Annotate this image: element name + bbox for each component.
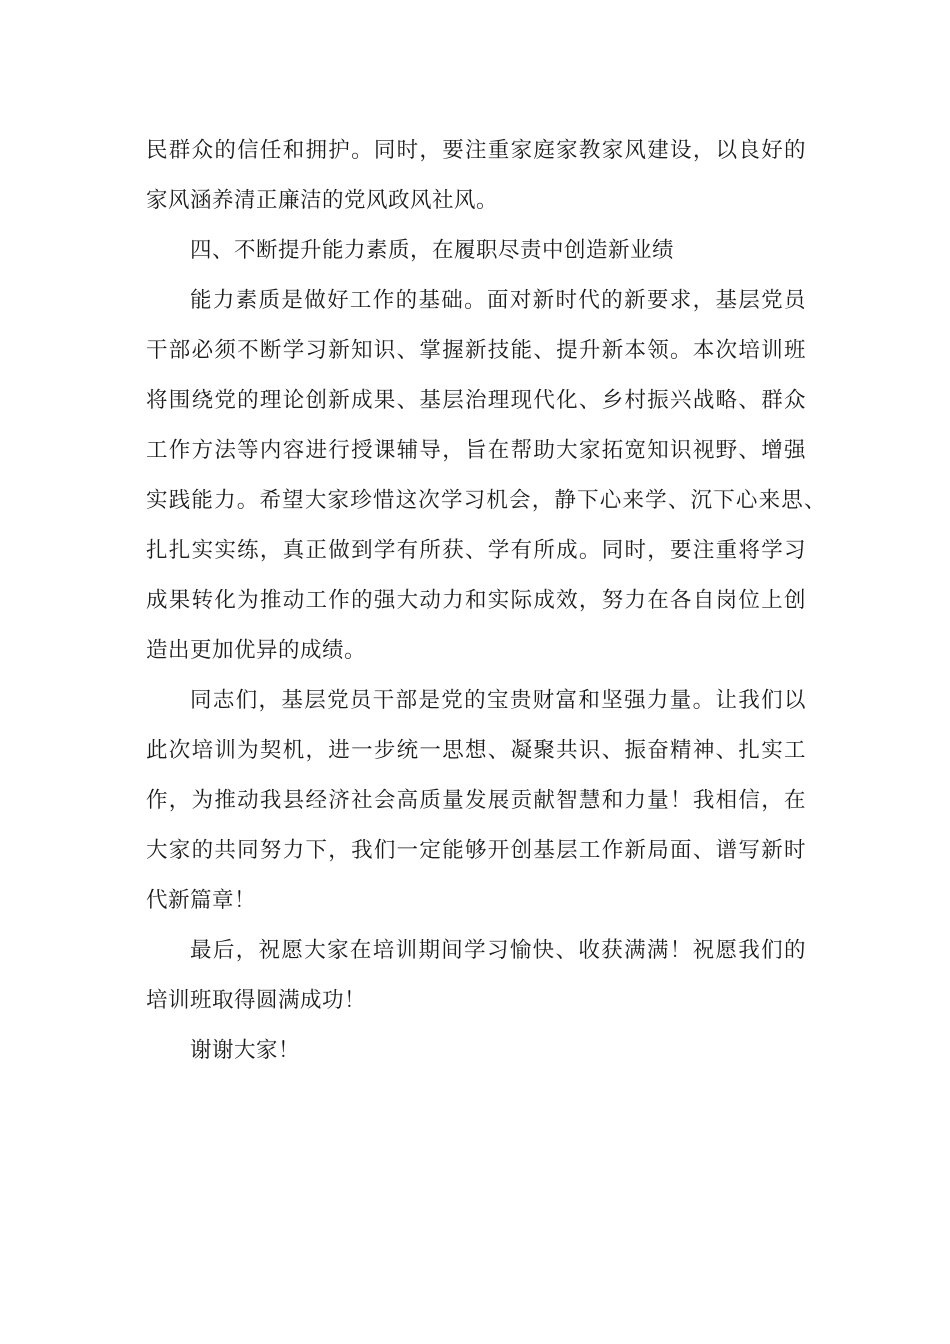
text-line: 同志们，基层党员干部是党的宝贵财富和坚强力量。让我们以 bbox=[190, 688, 806, 713]
text-line: 作，为推动我县经济社会高质量发展贡献智慧和力量！我相信，在 bbox=[146, 788, 806, 813]
text-line: 成果转化为推动工作的强大动力和实际成效，努力在各自岗位上创 bbox=[146, 588, 806, 613]
text-line: 此次培训为契机，进一步统一思想、凝聚共识、振奋精神、扎实工 bbox=[146, 738, 806, 763]
text-line: 能力素质是做好工作的基础。面对新时代的新要求，基层党员 bbox=[190, 288, 806, 313]
text-line: 干部必须不断学习新知识、掌握新技能、提升新本领。本次培训班 bbox=[146, 338, 806, 363]
text-line: 民群众的信任和拥护。同时，要注重家庭家教家风建设，以良好的 bbox=[146, 138, 806, 163]
text-line: 代新篇章！ bbox=[146, 888, 257, 913]
text-line: 将围绕党的理论创新成果、基层治理现代化、乡村振兴战略、群众 bbox=[146, 388, 806, 413]
text-line: 实践能力。希望大家珍惜这次学习机会，静下心来学、沉下心来思、 bbox=[146, 488, 826, 513]
text-line: 培训班取得圆满成功！ bbox=[146, 988, 367, 1013]
text-line: 扎扎实实练，真正做到学有所获、学有所成。同时，要注重将学习 bbox=[146, 538, 806, 563]
text-line: 大家的共同努力下，我们一定能够开创基层工作新局面、谱写新时 bbox=[146, 838, 806, 863]
text-line: 家风涵养清正廉洁的党风政风社风。 bbox=[146, 188, 499, 213]
text-line: 工作方法等内容进行授课辅导，旨在帮助大家拓宽知识视野、增强 bbox=[146, 438, 806, 463]
closing-line: 谢谢大家！ bbox=[190, 1038, 301, 1063]
text-line: 造出更加优异的成绩。 bbox=[146, 638, 367, 663]
text-line: 最后，祝愿大家在培训期间学习愉快、收获满满！祝愿我们的 bbox=[190, 938, 806, 963]
section-heading: 四、不断提升能力素质，在履职尽责中创造新业绩 bbox=[190, 238, 675, 263]
